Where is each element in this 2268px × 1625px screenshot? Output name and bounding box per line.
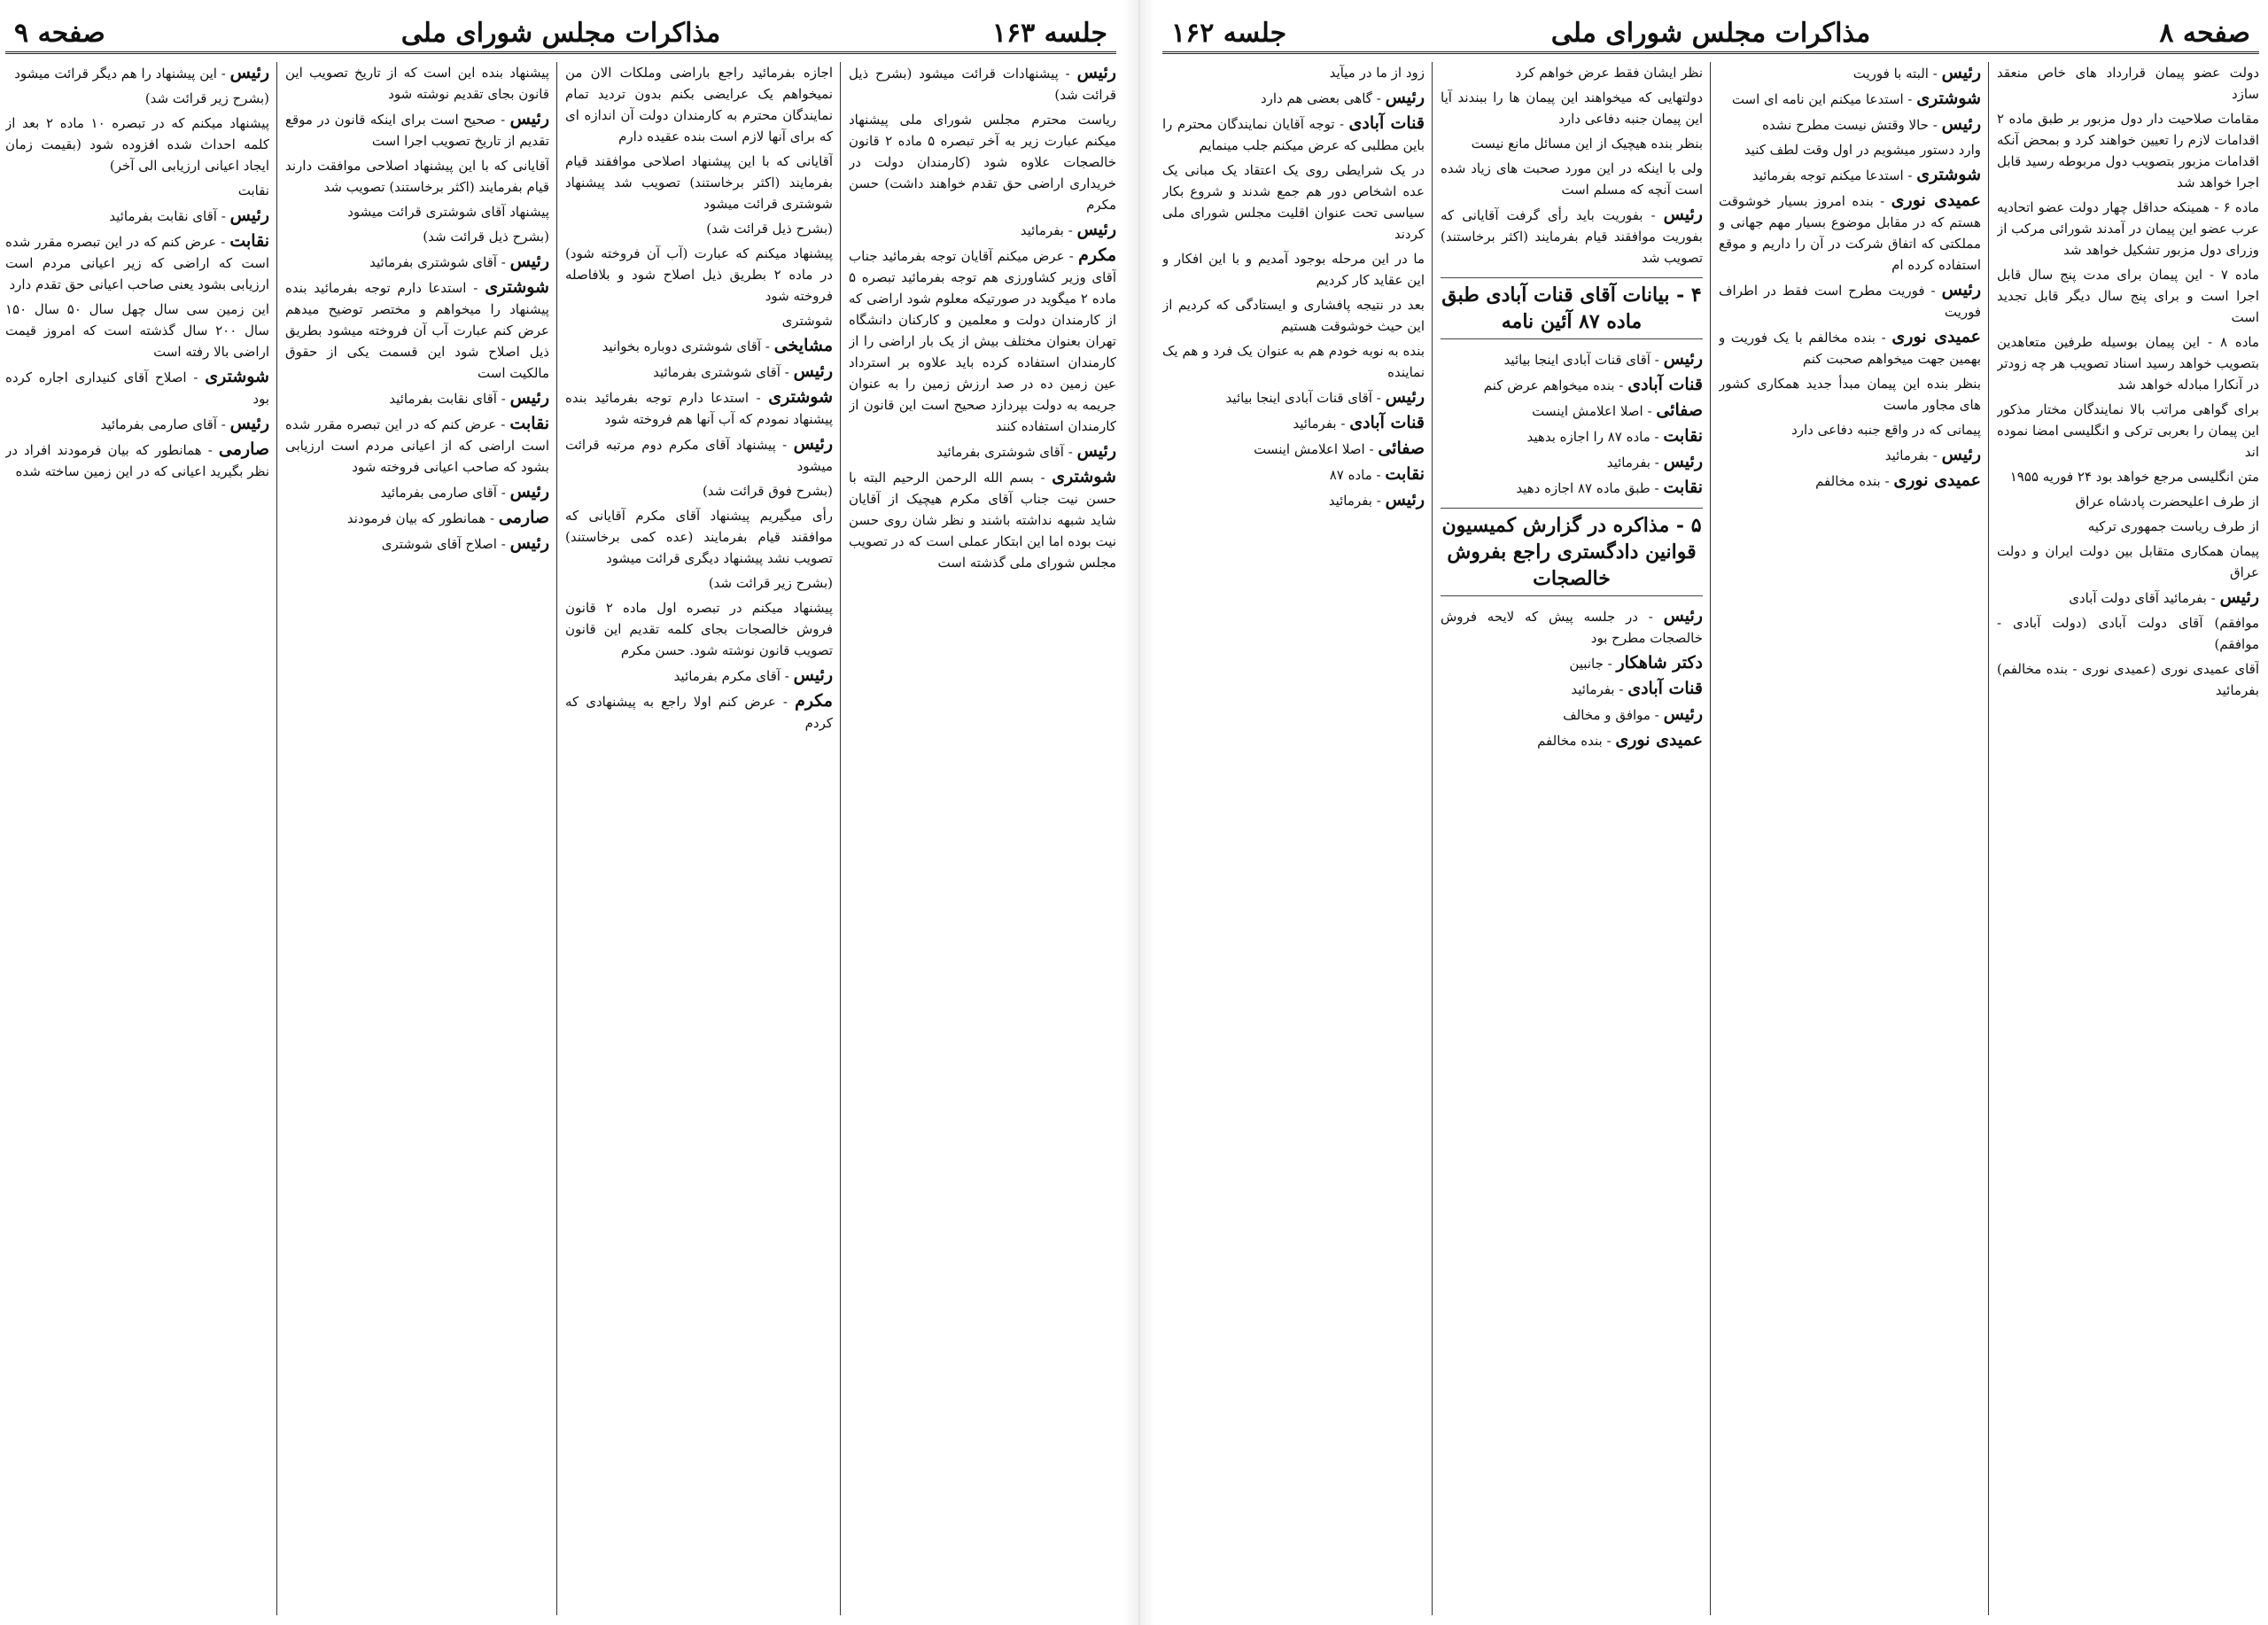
paragraph-text: از طرف ریاست جمهوری ترکیه bbox=[2087, 518, 2259, 534]
paragraph-text: ما در این مرحله بوجود آمدیم و با این افکار و این عقاید کار کردیم bbox=[1162, 251, 1425, 288]
paragraph-text: آقای عمیدی نوری (عمیدی نوری - بنده مخالفم) بفرمائید bbox=[1997, 661, 2259, 698]
paragraph-text: - بنده مخالفم bbox=[1815, 473, 1890, 489]
paragraph bbox=[1162, 340, 1425, 383]
speaker-name: رئیس bbox=[793, 665, 833, 685]
speaker-name: دکتر شاهکار bbox=[1616, 653, 1703, 673]
paragraph-text: - همانطور که بیان فرمودند افراد در نظر بگیرید اعیانی که در این زمین ساخته شده bbox=[5, 442, 269, 479]
speaker-name: عمیدی نوری bbox=[1615, 730, 1703, 750]
paragraph-text: موافقم) آقای دولت آبادی (دولت آبادی - موافقم) bbox=[1997, 615, 2259, 652]
paragraph-text: - توجه آقایان نمایندگان محترم را باین مطلبی که عرض میکنم جلب مینمایم bbox=[1162, 116, 1425, 153]
paragraph-text: - استدعا میکنم این نامه ای است bbox=[1731, 91, 1913, 107]
speaker-name: نقابت bbox=[229, 231, 269, 251]
paragraph-text: - بنده میخواهم عرض کنم bbox=[1483, 377, 1624, 393]
paragraph-text: - آقای صارمی بفرمائید bbox=[380, 485, 506, 501]
paragraph bbox=[1719, 88, 1981, 110]
speaker-name: شوشتری bbox=[1916, 165, 1981, 184]
speaker-name: شوشتری bbox=[205, 367, 269, 386]
paragraph bbox=[1997, 331, 2259, 395]
section-heading: ۵ - مذاکره در گزارش کمیسیون قوانین دادگستری راجع بفروش خالصجات bbox=[1441, 508, 1703, 596]
paragraph-text: آقایانی که با این پیشنهاد اصلاحی موافقت دارند قیام بفرمایند (اکثر برخاستند) تصویب شد bbox=[285, 158, 549, 195]
paragraph bbox=[1719, 164, 1981, 186]
left-column-2 bbox=[565, 62, 833, 1615]
paragraph bbox=[5, 413, 269, 435]
paragraph bbox=[849, 440, 1116, 463]
paragraph-text: - اصلا اعلامش اینست bbox=[1532, 403, 1652, 419]
paragraph-text: پیشنهاد میکنم در تبصره اول ماده ۲ قانون فروش خالصجات بجای کلمه تقدیم این قانون تصویب قانون نوشته شود. حسن مکرم bbox=[565, 600, 833, 658]
paragraph-text: - اصلاح آقای کنیداری اجاره کرده بود bbox=[5, 369, 269, 407]
paragraph-text: - بفرمائید آقای دولت آبادی bbox=[2069, 590, 2216, 606]
column-rule bbox=[1988, 62, 1989, 1615]
right-header-title: مذاکرات مجلس شورای ملی bbox=[1550, 18, 1871, 49]
column-rule bbox=[840, 62, 841, 1615]
paragraph-text: - آقای صارمی بفرمائید bbox=[100, 416, 226, 432]
speaker-name: شوشتری bbox=[768, 387, 833, 407]
paragraph-text: - حالا وقتش نیست مطرح نشده bbox=[1762, 117, 1938, 133]
speaker-name: رئیس bbox=[229, 414, 269, 433]
page-gutter bbox=[1123, 0, 1155, 1625]
paragraph bbox=[1441, 62, 1703, 83]
left-columns bbox=[5, 62, 1116, 1615]
speaker-name: رئیس bbox=[1385, 387, 1425, 407]
paragraph bbox=[1441, 204, 1703, 268]
paragraph-text: زود از ما در میآید bbox=[1329, 65, 1425, 81]
speaker-name: عمیدی نوری bbox=[1891, 190, 1981, 210]
speaker-name: قنات آبادی bbox=[1627, 679, 1703, 698]
paragraph bbox=[1162, 412, 1425, 434]
paragraph bbox=[285, 62, 549, 105]
paragraph-text: - طبق ماده ۸۷ اجازه دهید bbox=[1516, 480, 1659, 496]
paragraph-text: - آقای شوشتری بفرمائید bbox=[369, 254, 506, 270]
paragraph bbox=[565, 665, 833, 687]
speaker-name: رئیس bbox=[1663, 704, 1703, 724]
right-column-4 bbox=[1162, 62, 1425, 1615]
paragraph bbox=[1719, 190, 1981, 276]
paragraph bbox=[849, 109, 1116, 215]
paragraph-text: پیمانی که در واقع جنبه دفاعی دارد bbox=[1791, 422, 1981, 438]
speaker-name: رئیس bbox=[793, 434, 833, 454]
paragraph-text: - بسم الله الرحمن الرحیم البته با حسن نیت جناب آقای مکرم هیچیک از آقایان شاید شبهه نداشته باشند و نظر شان روی حسن نیت بوده اما این ابتکار عملی است که در تصویب مجلس شورای ملی گذشته است bbox=[849, 470, 1116, 571]
paragraph-text: - اصلا اعلامش اینست bbox=[1254, 441, 1374, 457]
paragraph bbox=[1162, 113, 1425, 156]
paragraph bbox=[5, 113, 269, 176]
paragraph-text: - عرض کنم که در این تبصره مقرر شده است اراضی که از اعیانی مردم است ارزیابی بشود که صاحب اعیانی فروخته شود bbox=[285, 416, 549, 475]
paragraph bbox=[1162, 489, 1425, 511]
paragraph-text: ولی با اینکه در این مورد صحبت های زیاد شده است آنچه که مسلم است bbox=[1441, 160, 1703, 198]
paragraph bbox=[285, 507, 549, 529]
paragraph-text: - ماده ۸۷ را اجازه بدهید bbox=[1526, 429, 1659, 445]
paragraph-text: پیشنهاد میکنم که عبارت (آب آن فروخته شود) در ماده ۲ بطریق ذیل اصلاح شود و بلافاصله فروخته شود bbox=[565, 245, 833, 304]
paragraph-text: - در جلسه پیش که لایحه فروش خالصجات مطرح بود bbox=[1441, 609, 1703, 646]
paragraph-text: - گاهی بعضی هم دارد bbox=[1260, 90, 1381, 106]
speaker-name: مکرم bbox=[1078, 245, 1116, 265]
paragraph-text: - بنده مخالفم bbox=[1537, 733, 1612, 749]
paragraph-text: (بشرح ذیل قرائت شد) bbox=[706, 221, 833, 237]
paragraph bbox=[1719, 113, 1981, 136]
paragraph bbox=[1162, 62, 1425, 83]
paragraph-text: در یک شرایطی روی یک اعتقاد یک مبانی یک عده اشخاص دور هم جمع شدند و شروع بکار سیاسی تحت عنوان اقلیت مجلس شورای ملی کردند bbox=[1162, 162, 1425, 242]
paragraph bbox=[1997, 612, 2259, 655]
paragraph bbox=[1719, 62, 1981, 84]
paragraph bbox=[1997, 491, 2259, 512]
paragraph-text: - این پیشنهاد را هم دیگر قرائت میشود bbox=[14, 66, 226, 82]
paragraph bbox=[285, 108, 549, 152]
speaker-name: رئیس bbox=[1941, 63, 1981, 82]
paragraph bbox=[1997, 264, 2259, 328]
paragraph bbox=[565, 386, 833, 430]
paragraph bbox=[1162, 386, 1425, 408]
paragraph bbox=[1441, 605, 1703, 649]
paragraph-text: - موافق و مخالف bbox=[1563, 707, 1659, 723]
right-page bbox=[1162, 16, 2259, 1615]
paragraph-text: پیمان همکاری متقابل بین دولت ایران و دولت عراق bbox=[1997, 543, 2259, 580]
column-rule bbox=[556, 62, 557, 1615]
paragraph-text: بنده به نوبه خودم هم به عنوان یک فرد و هم یک نماینده bbox=[1162, 343, 1425, 380]
speaker-name: صارمی bbox=[498, 508, 549, 527]
paragraph bbox=[849, 219, 1116, 241]
speaker-name: صفائی bbox=[1656, 400, 1703, 420]
column-rule bbox=[1432, 62, 1433, 1615]
paragraph-text: - آقای شوشتری دوباره بخوانید bbox=[602, 338, 770, 354]
paragraph bbox=[565, 310, 833, 331]
paragraph bbox=[285, 226, 549, 247]
left-column-4 bbox=[5, 62, 269, 1615]
paragraph bbox=[565, 361, 833, 383]
speaker-name: رئیس bbox=[1663, 349, 1703, 369]
speaker-name: رئیس bbox=[509, 533, 549, 553]
paragraph-text: - فوریت مطرح است فقط در اطراف فوریت bbox=[1719, 283, 1981, 320]
speaker-name: رئیس bbox=[509, 482, 549, 501]
speaker-name: قنات آبادی bbox=[1349, 413, 1425, 432]
paragraph-text: مقامات صلاحیت دار دول مزبور بر طبق ماده ۲ اقدامات لازم را تعیین خواهند کرد و بمحض آنکه اقدامات مزبور بتصویب دول مربوطه رسید قابل اجرا خواهد شد bbox=[1997, 111, 2259, 190]
column-rule bbox=[1710, 62, 1711, 1615]
speaker-name: رئیس bbox=[1385, 490, 1425, 509]
speaker-name: رئیس bbox=[1076, 220, 1116, 239]
right-column-1 bbox=[1997, 62, 2259, 1615]
paragraph bbox=[5, 88, 269, 109]
paragraph bbox=[849, 245, 1116, 437]
column-rule bbox=[276, 62, 277, 1615]
paragraph-text: - بفرمائید bbox=[1328, 493, 1381, 509]
paragraph-text: - بفرمائید bbox=[1571, 681, 1624, 697]
speaker-name: نقابت bbox=[1663, 478, 1703, 497]
paragraph-text: (بشرح فوق قرائت شد) bbox=[702, 483, 833, 499]
paragraph bbox=[565, 243, 833, 307]
paragraph bbox=[1997, 540, 2259, 583]
paragraph-text: بنظر بنده هیچیک از این مسائل مانع نیست bbox=[1471, 136, 1703, 152]
paragraph-text: - آقای قنات آبادی اینجا بیائید bbox=[1503, 352, 1659, 368]
paragraph-text: - عرض کنم که در این تبصره مقرر شده است که اراضی که زیر اعیانی مردم است ارزیابی بشود یعنی صاحب اعیانی حق تقدم دارد bbox=[5, 234, 269, 292]
speaker-name: عمیدی نوری bbox=[1893, 470, 1981, 490]
left-page-header bbox=[5, 16, 1116, 54]
paragraph-text: دولت عضو پیمان قرارداد های خاص منعقد سازد bbox=[1997, 65, 2259, 102]
paragraph bbox=[285, 481, 549, 503]
paragraph-text: از طرف اعلیحضرت پادشاه عراق bbox=[2075, 494, 2259, 509]
left-header-title: مذاکرات مجلس شورای ملی bbox=[400, 18, 721, 49]
paragraph-text: - بنده امروز بسیار خوشوقت هستم که در مقابل موضوع بسیار مهم جهانی و مملکتی که اتفاق شرکت در آن را داریم و موقع استفاده کرده ام bbox=[1719, 193, 1981, 273]
paragraph bbox=[1719, 444, 1981, 466]
left-page bbox=[5, 16, 1116, 1615]
paragraph-text: - جانبین bbox=[1569, 656, 1612, 672]
paragraph bbox=[1719, 139, 1981, 160]
paragraph bbox=[1441, 348, 1703, 370]
paragraph-text: - آقای شوشتری بفرمائید bbox=[653, 364, 789, 380]
paragraph-text: - اصلاح آقای شوشتری bbox=[381, 536, 506, 552]
paragraph bbox=[1719, 279, 1981, 323]
paragraph bbox=[565, 335, 833, 357]
paragraph bbox=[565, 690, 833, 734]
paragraph-text: نظر ایشان فقط عرض خواهم کرد bbox=[1515, 65, 1703, 81]
paragraph-text: ماده ۸ - این پیمان بوسیله طرفین متعاهدین بتصویب خواهد رسید اسناد تصویب هر چه زودتر در آنکارا مبادله خواهد شد bbox=[1997, 334, 2259, 393]
speaker-name: رئیس bbox=[1385, 88, 1425, 107]
paragraph-text: - آقای نقابت بفرمائید bbox=[389, 391, 506, 407]
paragraph bbox=[5, 62, 269, 84]
paragraph-text: - بفرمائید bbox=[1884, 447, 1938, 463]
paragraph-text: بنظر بنده این پیمان مبدأ جدید همکاری کشور های مجاور ماست bbox=[1719, 376, 1981, 413]
speaker-name: مکرم bbox=[795, 691, 833, 711]
speaker-name: رئیس bbox=[2219, 587, 2259, 607]
left-header-page: صفحه ۹ bbox=[14, 18, 105, 49]
speaker-name: نقابت bbox=[509, 414, 549, 433]
paragraph bbox=[1997, 658, 2259, 701]
speaker-name: رئیس bbox=[1663, 606, 1703, 626]
paragraph-text: دولتهایی که میخواهند این پیمان ها را ببندند آیا این پیمان جنبه دفاعی دارد bbox=[1441, 89, 1703, 127]
paragraph-text: رأی میگیریم پیشنهاد آقای مکرم آقایانی که موافقند قیام بفرمایند (عده کمی برخاستند) تصویب نشد پیشنهاد دیگری قرائت میشود bbox=[565, 508, 833, 566]
paragraph-text: ماده ۷ - این پیمان برای مدت پنج سال قابل اجرا است و برای پنج سال دیگر قابل تجدید است bbox=[1997, 267, 2259, 325]
speaker-name: رئیس bbox=[509, 388, 549, 408]
paragraph bbox=[1162, 438, 1425, 460]
paragraph-text: آقایانی که با این پیشنهاد اصلاحی موافقند قیام بفرمایند (اکثر برخاستند) تصویب شد پیشنهاد شوشتری قرائت میشود bbox=[565, 153, 833, 212]
paragraph-text: شوشتری bbox=[781, 313, 833, 329]
paragraph-text: - آقای شوشتری بفرمائید bbox=[936, 444, 1073, 460]
paragraph-text: ماده ۶ - همینکه حداقل چهار دولت عضو اتحادیه عرب عضو این پیمان در آمدند شورائی مرکب از وزرای دول مزبور تشکیل خواهد شد bbox=[1997, 199, 2259, 258]
paragraph-text: - بفرمائید bbox=[1293, 416, 1346, 432]
speaker-name: نقابت bbox=[1385, 464, 1425, 484]
paragraph bbox=[5, 366, 269, 409]
speaker-name: شوشتری bbox=[1052, 467, 1116, 486]
paragraph bbox=[1441, 652, 1703, 674]
paragraph-text: وارد دستور میشویم در اول وقت لطف کنید bbox=[1744, 142, 1981, 158]
speaker-name: رئیس bbox=[1663, 452, 1703, 471]
speaker-name: صارمی bbox=[218, 439, 269, 459]
paragraph-text: - عرض کنم اولا راجع به پیشنهادی که کردم bbox=[565, 694, 833, 731]
paragraph-text: - استدعا دارم توجه بفرمائید بنده پیشنهاد را میخواهم و مختصر توضیح میدهم عرض کنم عبارت آب آن فروخته میشود بطریق ذیل اصلاح شود این قسمت یکی از حقوق مالکیت است bbox=[285, 280, 549, 381]
paragraph bbox=[565, 505, 833, 569]
paragraph bbox=[565, 597, 833, 661]
speaker-name: رئیس bbox=[1076, 63, 1116, 82]
speaker-name: رئیس bbox=[1941, 445, 1981, 464]
paragraph bbox=[285, 155, 549, 198]
paragraph bbox=[565, 62, 833, 147]
paragraph-text: ریاست محترم مجلس شورای ملی پیشنهاد میکنم عبارت زیر به آخر تبصره ۵ ماده ۲ قانون خالصجات علاوه شود (کارمندان دولت در خریداری اراضی حق تقدم خواهند داشت) حسن مکرم bbox=[849, 112, 1116, 213]
left-header-session: جلسه ۱۶۳ bbox=[991, 18, 1107, 49]
paragraph-text: - صحیح است برای اینکه قانون در موقع تقدیم از تاریخ تصویب اجرا است bbox=[285, 112, 549, 149]
left-column-1 bbox=[849, 62, 1116, 1615]
paragraph-text: - بفوریت باید رأی گرفت آقایانی که بفوریت موافقند قیام بفرمایند (اکثر برخاستند) تصویب شد bbox=[1441, 207, 1703, 266]
paragraph bbox=[1441, 87, 1703, 129]
paragraph bbox=[285, 251, 549, 273]
paragraph bbox=[1162, 159, 1425, 245]
paragraph-text: - بنده مخالفم با یک فوریت و بهمین جهت میخواهم صحبت کنم bbox=[1719, 330, 1981, 367]
paragraph bbox=[565, 151, 833, 214]
paragraph bbox=[1441, 400, 1703, 422]
paragraph-text: (بشرح زیر قرائت شد) bbox=[144, 90, 269, 106]
paragraph bbox=[1162, 463, 1425, 486]
paragraph bbox=[1719, 470, 1981, 492]
paragraph bbox=[1441, 425, 1703, 447]
paragraph bbox=[285, 387, 549, 409]
paragraph-text: بعد در نتیجه پافشاری و ایستادگی که کردیم از این حیث خوشوقت هستیم bbox=[1162, 297, 1425, 334]
paragraph bbox=[1441, 704, 1703, 726]
paragraph bbox=[1997, 108, 2259, 193]
paragraph-text: - آقای مکرم بفرمائید bbox=[673, 668, 789, 684]
paragraph bbox=[1997, 197, 2259, 260]
paragraph bbox=[5, 180, 269, 201]
paragraph bbox=[849, 62, 1116, 105]
paragraph bbox=[5, 299, 269, 362]
paragraph-text: پیشنهاد میکنم که در تبصره ۱۰ ماده ۲ بعد از کلمه احداث شده افزوده شود (بقیمت زمان ایجاد اعیانی ارزیابی الی آخر) bbox=[5, 115, 269, 174]
paragraph-text: برای گواهی مراتب بالا نمایندگان مختار مذکور این پیمان را بعربی ترکی و انگلیسی امضا نموده اند bbox=[1997, 401, 2259, 460]
paragraph bbox=[565, 218, 833, 239]
paragraph-text: - البته با فوریت bbox=[1852, 66, 1938, 82]
paragraph bbox=[1162, 87, 1425, 109]
paragraph bbox=[565, 433, 833, 477]
speaker-name: رئیس bbox=[1076, 441, 1116, 461]
speaker-name: عمیدی نوری bbox=[1891, 327, 1981, 346]
paragraph bbox=[1719, 373, 1981, 416]
paragraph-text: - همانطور که بیان فرمودند bbox=[346, 510, 495, 526]
paragraph-text: (بشرح ذیل قرائت شد) bbox=[423, 229, 549, 245]
right-page-header bbox=[1162, 16, 2259, 54]
section-heading: ۴ - بیانات آقای قنات آبادی طبق ماده ۸۷ آئین نامه bbox=[1441, 277, 1703, 339]
paragraph bbox=[285, 533, 549, 555]
speaker-name: نقابت bbox=[1663, 426, 1703, 446]
paragraph bbox=[1997, 516, 2259, 537]
paragraph-text: - بفرمائید bbox=[1606, 455, 1659, 470]
paragraph-text: - عرض میکنم آقایان توجه بفرمائید جناب آقای وزیر کشاورزی هم توجه بفرمائید تبصره ۵ ماده ۲ میگوید در صورتیکه معلوم شود اراضی که از کارمندان دولت و معلمین و کارکنان دانشگاه تهران بعنوان مختلف بیش از یک بار اراضی را از کارمندان استفاده کرده باید علاوه بر استرداد عین زمین ده در صد ارزش زمین را به عنوان جریمه به دولت بپردازد صحیح است این قانون از کارمندان استفاده کنند bbox=[849, 248, 1116, 434]
paragraph-text: - بفرمائید bbox=[1020, 222, 1073, 238]
left-column-3 bbox=[285, 62, 549, 1615]
speaker-name: قنات آبادی bbox=[1627, 375, 1703, 394]
paragraph bbox=[1441, 477, 1703, 499]
paragraph bbox=[1997, 399, 2259, 463]
speaker-name: رئیس bbox=[1663, 205, 1703, 224]
speaker-name: قنات آبادی bbox=[1348, 113, 1425, 133]
speaker-name: رئیس bbox=[229, 63, 269, 82]
paragraph bbox=[1719, 419, 1981, 440]
paragraph bbox=[285, 413, 549, 478]
paragraph-text: - استدعا میکنم توجه بفرمائید bbox=[1751, 167, 1913, 183]
paragraph bbox=[5, 439, 269, 482]
paragraph-text: - پیشنهادات قرائت میشود (بشرح ذیل قرائت شد) bbox=[849, 66, 1116, 103]
paragraph bbox=[5, 230, 269, 295]
paragraph-text: (بشرح زیر قرائت شد) bbox=[708, 575, 833, 591]
paragraph bbox=[565, 572, 833, 594]
paragraph-text: اجازه بفرمائید راجع باراضی وملکات الان من نمیخواهم یک عرایضی بکنم بدون تردید تمام نمایندگان محترم به کارمندان دولت آن اندازه ای که برای آنها لازم است بنده عقیده دارم bbox=[565, 65, 833, 144]
speaker-name: مشایخی bbox=[773, 336, 833, 355]
paragraph-text: - آقای نقابت بفرمائید bbox=[109, 208, 226, 224]
paragraph-text: - استدعا دارم توجه بفرمائید بنده پیشنهاد نمودم که آب آنها هم فروخته شود bbox=[565, 390, 833, 427]
speaker-name: رئیس bbox=[1941, 280, 1981, 299]
speaker-name: رئیس bbox=[229, 206, 269, 225]
paragraph bbox=[1162, 294, 1425, 337]
right-column-2 bbox=[1719, 62, 1981, 1615]
paragraph bbox=[1441, 451, 1703, 473]
speaker-name: رئیس bbox=[509, 252, 549, 271]
paragraph bbox=[1162, 248, 1425, 291]
speaker-name: رئیس bbox=[1941, 114, 1981, 134]
speaker-name: صفائی bbox=[1378, 439, 1425, 458]
paragraph-text: نقابت bbox=[237, 183, 269, 198]
paragraph bbox=[565, 480, 833, 501]
speaker-name: شوشتری bbox=[1916, 89, 1981, 108]
paragraph-text: این زمین سی سال چهل سال ۵۰ سال ۱۵۰ سال ۲۰۰ سال گذشته است که امروز قیمت اراضی بالا رفته است bbox=[5, 301, 269, 360]
paragraph bbox=[285, 276, 549, 384]
paragraph bbox=[1719, 326, 1981, 369]
right-header-session: جلسه ۱۶۲ bbox=[1171, 18, 1287, 49]
paragraph bbox=[1441, 729, 1703, 751]
paragraph bbox=[1997, 466, 2259, 487]
paragraph bbox=[849, 466, 1116, 573]
speaker-name: شوشتری bbox=[485, 277, 549, 297]
paragraph bbox=[1997, 587, 2259, 609]
right-header-page: صفحه ۸ bbox=[2159, 18, 2250, 49]
paragraph bbox=[5, 205, 269, 227]
paragraph bbox=[1441, 678, 1703, 700]
paragraph-text: - پیشنهاد آقای مکرم دوم مرتبه قرائت میشود bbox=[565, 437, 833, 474]
paragraph-text: - ماده ۸۷ bbox=[1329, 467, 1381, 483]
paragraph-text: پیشنهاد آقای شوشتری قرائت میشود bbox=[347, 204, 549, 220]
right-column-3 bbox=[1441, 62, 1703, 1615]
paragraph bbox=[1997, 62, 2259, 105]
paragraph-text: پیشنهاد بنده این است که از تاریخ تصویب این قانون بجای تقدیم نوشته شود bbox=[285, 65, 549, 102]
speaker-name: رئیس bbox=[793, 362, 833, 381]
paragraph bbox=[1441, 133, 1703, 154]
paragraph bbox=[285, 201, 549, 222]
paragraph-text: متن انگلیسی مرجع خواهد بود ۲۴ فوریه ۱۹۵۵ bbox=[2009, 469, 2259, 485]
speaker-name: رئیس bbox=[509, 109, 549, 128]
paragraph bbox=[1441, 158, 1703, 200]
right-columns bbox=[1162, 62, 2259, 1615]
paragraph-text: - آقای قنات آبادی اینجا بیائید bbox=[1225, 390, 1381, 406]
paragraph bbox=[1441, 374, 1703, 396]
